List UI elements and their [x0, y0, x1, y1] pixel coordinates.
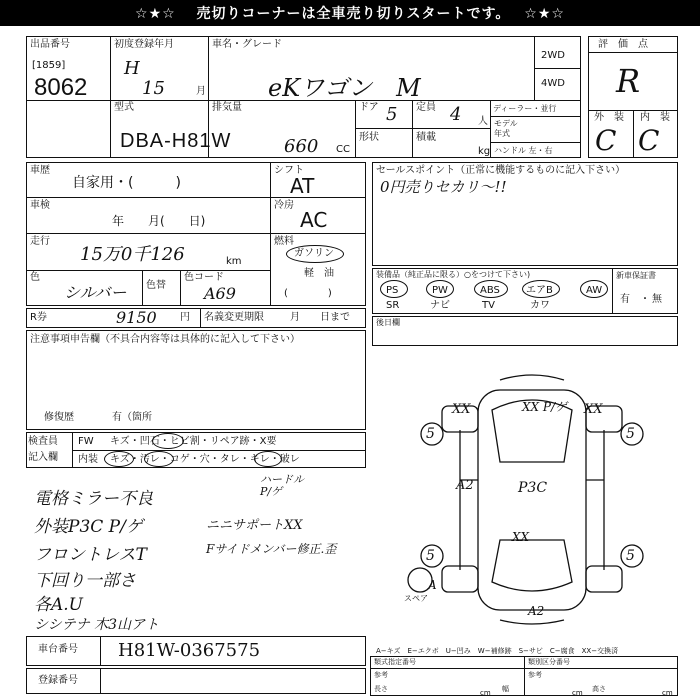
warranty-no: 無 — [652, 294, 662, 305]
remark-note-c: Fサイドメンバー修正.歪 — [206, 542, 337, 556]
diag-mark-8: 5 — [426, 548, 435, 564]
warranty-yes: 有 — [620, 294, 630, 305]
disp-label: 排気量 — [212, 102, 242, 113]
warranty-label: 新車保証書 — [616, 271, 656, 280]
chassis-value: H81W-0367575 — [118, 640, 261, 661]
ac-value: AC — [300, 208, 328, 232]
diag-mark-6: A2 — [456, 478, 474, 493]
equip-leather: カワ — [530, 300, 550, 311]
lot-code: [1859] — [32, 60, 66, 71]
capacity: 4 — [450, 104, 462, 125]
pw-circle — [426, 280, 454, 298]
equipment-title: 装備品（純正品に限る）○をつけて下さい) — [376, 270, 531, 279]
length-label: 長さ — [374, 685, 388, 693]
remark-note-a: ハードル P/ゲ — [260, 473, 304, 498]
fuel-alt: 軽 油 — [304, 268, 334, 279]
equip-pw: PW — [432, 285, 448, 296]
color-label: 色 — [30, 272, 40, 283]
capacity-unit: 人 — [478, 116, 488, 127]
diag-mark-7: P3C — [518, 480, 548, 496]
interior-check-label: 内装 — [78, 454, 98, 465]
reg-year: 15 — [142, 78, 165, 99]
ac-label: 冷房 — [274, 200, 294, 211]
equip-abs: ABS — [480, 285, 500, 296]
airbag-circle — [522, 280, 560, 298]
cat-label: 類別区分番号 — [528, 658, 570, 666]
remark-1: 電格ミラー不良 — [34, 489, 153, 509]
exterior-grade: C — [595, 124, 617, 157]
diag-mark-2: XX P/ゲ — [522, 400, 568, 414]
color-change-label: 色替 — [146, 280, 166, 291]
diag-mark-4: 5 — [426, 426, 435, 442]
in-circle2 — [144, 451, 174, 467]
dealer-label: ディーラー・並行 — [493, 104, 557, 113]
equip-airbag: エアB — [526, 285, 553, 296]
shift-label: シフト — [274, 165, 304, 176]
drive-4wd: 4WD — [541, 78, 565, 89]
width-label: 幅 — [502, 685, 509, 693]
car-name: eKワゴン M — [268, 74, 421, 102]
interior-items: キズ・汚レ・コゲ・穴・タレ・キレ・破レ — [110, 454, 300, 465]
mileage-unit: km — [226, 256, 242, 267]
name-label: 車名・グレード — [212, 39, 282, 50]
equip-aw: AW — [586, 285, 603, 296]
remark-2: 外装P3C P/ゲ — [34, 517, 143, 537]
model-year-label: モデル 年式 — [494, 119, 518, 138]
diag-mark-5: 5 — [626, 426, 635, 442]
recycle-unit: 円 — [180, 312, 190, 323]
aw-circle — [580, 280, 608, 298]
lot-number: 8062 — [34, 74, 88, 101]
equip-ps: PS — [386, 285, 399, 296]
ref2-label: 参考 — [528, 671, 542, 679]
length-unit: cm — [480, 689, 491, 697]
door-label: ドア — [359, 102, 379, 113]
damage-legend: A−キズ E−エクボ U−凹み W−補修跡 S−サビ C−腐食 XX−交換済 — [376, 647, 619, 655]
diag-mark-12: XX — [512, 530, 530, 544]
capacity-label: 定員 — [416, 102, 436, 113]
warranty-sep: ・ — [640, 294, 650, 305]
fw-label: FW — [78, 436, 94, 447]
history-label: 車歴 — [30, 165, 50, 176]
recycle-label: R券 — [30, 312, 47, 323]
tax-value: 月 日まで — [290, 312, 350, 323]
color-code-label: 色コード — [184, 272, 224, 283]
model-label: 型式 — [114, 102, 134, 113]
rear-label: 後日欄 — [376, 318, 400, 327]
grade-label: 評 価 点 — [598, 39, 648, 50]
disp-unit: CC — [336, 144, 350, 155]
height-label: 高さ — [592, 685, 606, 693]
recycle-value: 9150 — [116, 308, 157, 327]
registration-label: 登録番号 — [38, 675, 78, 686]
color-code: A69 — [204, 284, 236, 303]
repair-label: 修復歴 — [44, 412, 74, 423]
rear-frame — [372, 316, 678, 346]
abs-circle — [474, 280, 508, 298]
remark-6: シシテナ 木3山アト — [34, 617, 160, 633]
shape-label: 形状 — [359, 132, 379, 143]
inspect-label: 車検 — [30, 200, 50, 211]
remark-4: 下回り一部さ — [34, 571, 136, 591]
lot-label: 出品番号 — [30, 39, 70, 50]
ps-circle — [380, 280, 408, 298]
diag-mark-9: 5 — [626, 548, 635, 564]
load-label: 積載 — [416, 132, 436, 143]
inspect-value: 年 月( 日) — [112, 214, 206, 228]
history-value: 自家用・( ) — [72, 175, 181, 191]
mileage-label: 走行 — [30, 236, 50, 247]
remark-3: フロントレスT — [34, 545, 147, 565]
fw-circle — [152, 433, 184, 449]
height-unit: cm — [662, 689, 673, 697]
fuel-label: 燃料 — [274, 236, 294, 247]
diag-mark-11: A2 — [528, 604, 545, 618]
fw-items: キズ・凹石・ヒビ割・リペア跡・X要 — [110, 436, 277, 447]
reg-month-unit: 月 — [196, 86, 206, 97]
diag-mark-3: XX — [584, 402, 603, 417]
exterior-label: 外 装 — [594, 112, 624, 123]
displacement: 660 — [284, 136, 319, 157]
reg-label: 初度登録年月 — [114, 39, 174, 50]
interior-label: 内 装 — [640, 112, 670, 123]
equip-sr: SR — [386, 300, 400, 311]
drive-2wd: 2WD — [541, 50, 565, 61]
tax-label: 名義変更期限 — [204, 312, 264, 323]
equip-navi: ナビ — [430, 300, 450, 311]
model-value: DBA-H81W — [120, 130, 232, 152]
notes-title: 注意事項申告欄（不具合内容等は具体的に記入して下さい） — [30, 334, 300, 345]
sales-title: セールスポイント（正常に機能するものに記入下さい） — [376, 165, 626, 176]
in-circle1 — [104, 451, 134, 467]
ref1-label: 参考 — [374, 671, 388, 679]
interior-grade: C — [638, 124, 660, 157]
load-unit: kg — [478, 146, 491, 157]
diag-mark-10: A — [428, 578, 437, 592]
banner-text: ☆★☆ 売切りコーナーは全車売り切りスタートです。 ☆★☆ — [135, 6, 565, 22]
handle-label: ハンドル 左・右 — [494, 146, 553, 155]
doors: 5 — [386, 104, 398, 125]
inspector-label1: 検査員 — [28, 436, 58, 447]
reg-era: H — [124, 58, 140, 79]
sales-text: 0円売りセカリ〜!! — [380, 178, 507, 196]
fuel-value: ガソリン — [294, 248, 334, 259]
spare-label: スペア — [404, 594, 428, 603]
chassis-label: 車台番号 — [38, 644, 78, 655]
color-value: シルバー — [64, 283, 127, 302]
type-label: 類式指定番号 — [374, 658, 416, 666]
remark-note-b: ニニサポートXX — [206, 518, 303, 533]
mileage-value: 15万0千126 — [80, 244, 185, 265]
fuel-paren: ( ) — [284, 288, 332, 299]
equip-tv: TV — [482, 300, 495, 311]
diag-mark-1: XX — [452, 402, 471, 417]
top-banner — [0, 0, 700, 26]
width-unit: cm — [572, 689, 583, 697]
grade-value: R — [616, 62, 641, 100]
shift-value: AT — [290, 174, 315, 198]
in-circle3 — [254, 451, 282, 467]
inspector-label2: 記入欄 — [28, 452, 58, 463]
remark-5: 各A.U — [34, 595, 84, 615]
repair-value: 有（箇所 — [112, 412, 152, 423]
